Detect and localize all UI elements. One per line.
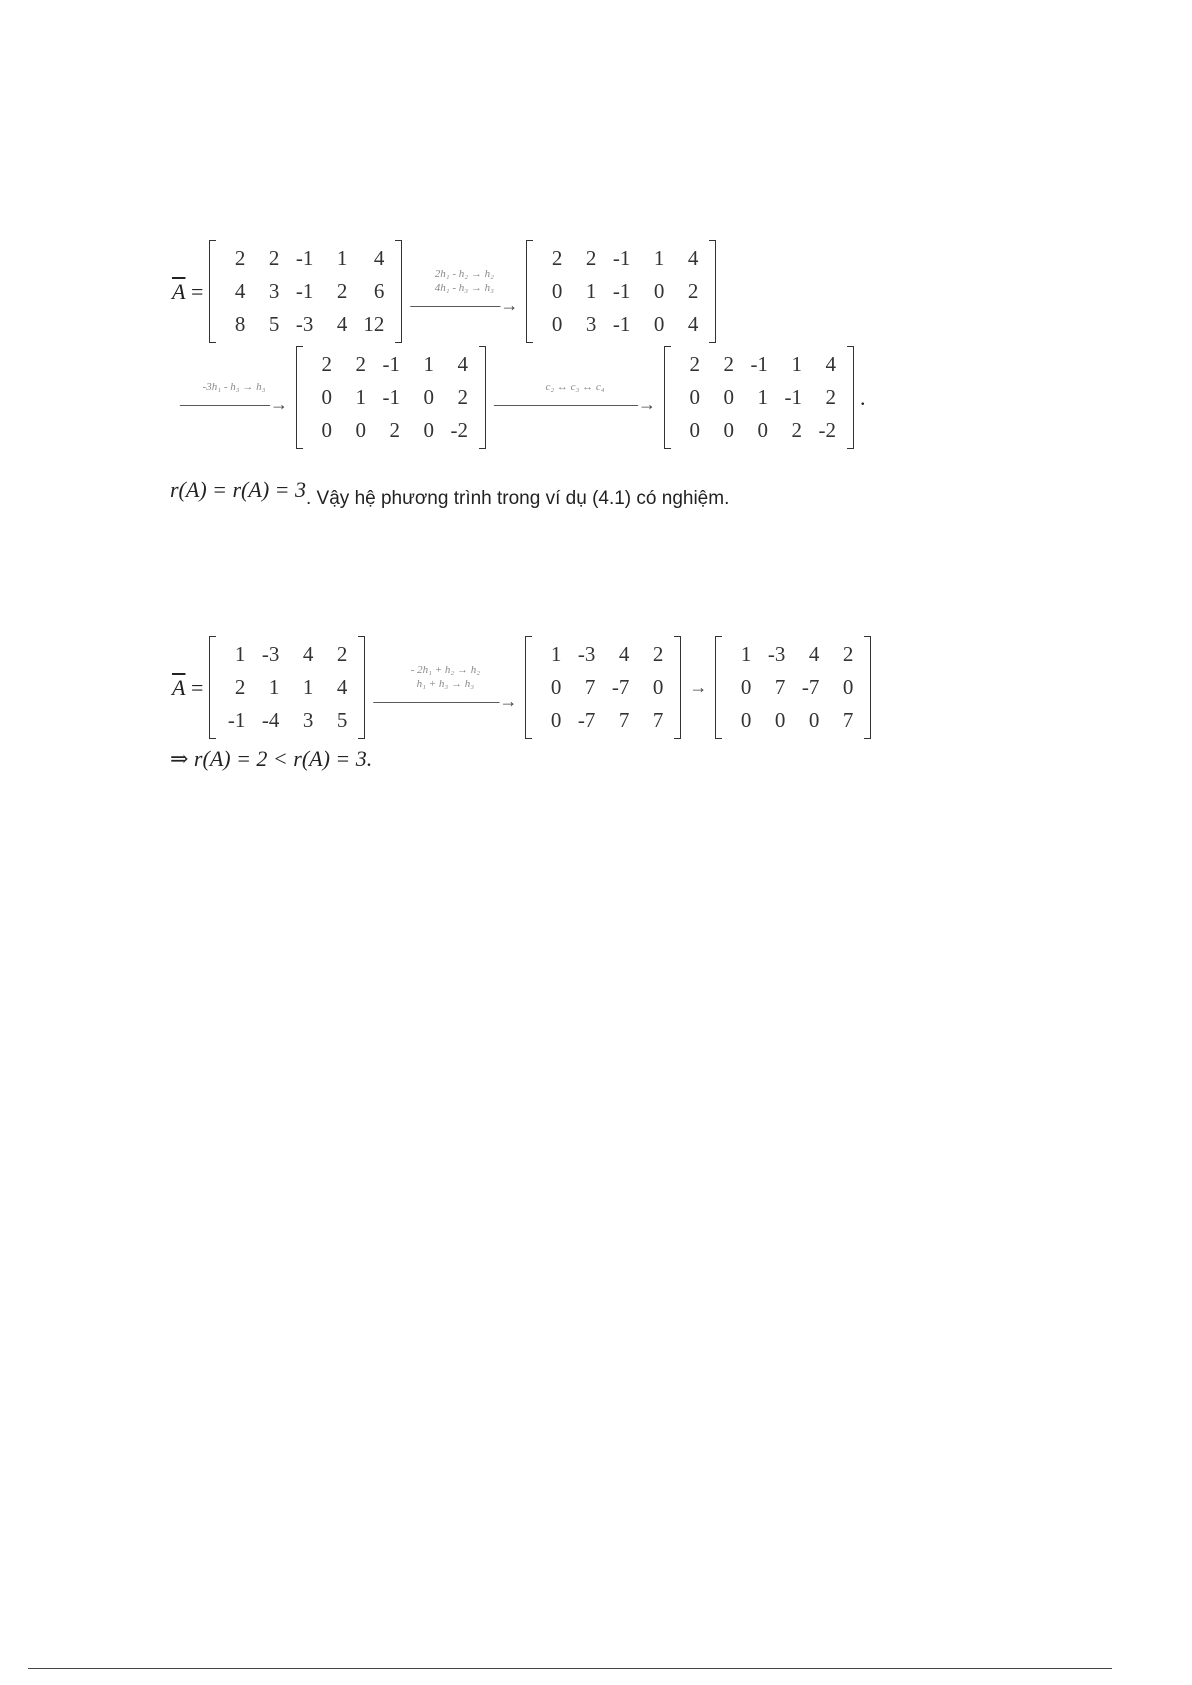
matrix-cell: -1 [612, 246, 631, 270]
matrix-cell: -1 [612, 279, 631, 303]
col-op-arrow-e1 [494, 380, 656, 415]
example2-line1 [172, 636, 871, 739]
row-op-arrow-e1-2 [180, 380, 288, 415]
row-op-label: 4h₁ - h₃ → h₃ [434, 282, 494, 294]
matrix-e2-3 [715, 636, 871, 739]
matrix-cell: 2 [585, 246, 597, 270]
matrix-cell: -1 [227, 708, 246, 732]
matrix-cell: 1 [423, 352, 434, 376]
matrix-cell: 2 [234, 675, 246, 699]
matrix-cell: 4 [808, 642, 820, 666]
matrix-cell: 0 [550, 708, 562, 732]
matrix-cell: 0 [808, 708, 820, 732]
matrix-cell: 2 [336, 642, 348, 666]
matrix-cell: 4 [687, 246, 699, 270]
matrix-cell: 4 [457, 352, 468, 376]
matrix-cell: 4 [302, 642, 314, 666]
period: . [860, 384, 866, 410]
footer-rule [28, 1668, 1112, 1669]
matrix-cell: -3 [261, 642, 280, 666]
row-op-label: 2h₁ - h₂ → h₂ [434, 268, 494, 280]
matrix-cell: -1 [612, 312, 631, 336]
matrix-cell: 0 [689, 385, 700, 409]
augmented-matrix-label: $\overline{A}$ = [172, 278, 204, 304]
matrix-cell: 0 [774, 708, 786, 732]
matrix-e1-2 [526, 240, 716, 343]
matrix-cell: 1 [791, 352, 802, 376]
matrix-e1-3 [296, 346, 486, 449]
matrix-cell: 2 [551, 246, 563, 270]
matrix-cell: 0 [689, 418, 700, 442]
matrix-cell: 0 [355, 418, 366, 442]
matrix-cell: 0 [321, 418, 332, 442]
matrix-cell: 0 [321, 385, 332, 409]
matrix-cell: 4 [687, 312, 699, 336]
matrix-cell: 7 [584, 675, 596, 699]
example1-conclusion [170, 470, 729, 510]
matrix-cell: 4 [234, 279, 246, 303]
arrow-icon: ————————→ [494, 394, 656, 414]
matrix-cell: 2 [457, 385, 468, 409]
arrow-icon: —————→ [180, 394, 288, 414]
matrix-cell: -3 [767, 642, 786, 666]
row-op-label: -3h₁ - h₃ → h₃ [202, 381, 266, 393]
matrix-cell: 3 [268, 279, 280, 303]
matrix-cell: 7 [774, 675, 786, 699]
arrow-icon: ———————→ [373, 691, 518, 711]
col-op-label: c₂ ↔ c₃ ↔ c₄ [545, 381, 605, 393]
matrix-cell: -1 [382, 352, 400, 376]
rank-formula: r(A) = r(A) = 3 [170, 477, 306, 502]
augmented-matrix-label: $\overline{A}$ = [172, 674, 204, 700]
matrix-cell: -4 [261, 708, 280, 732]
matrix-cell: 2 [842, 642, 854, 666]
matrix-cell: 1 [302, 675, 314, 699]
matrix-cell: 4 [336, 675, 348, 699]
matrix-cell: 1 [550, 642, 562, 666]
matrix-cell: 7 [652, 708, 664, 732]
matrix-cell: 0 [757, 418, 768, 442]
matrix-cell: -1 [295, 246, 314, 270]
matrix-cell: 1 [757, 385, 768, 409]
matrix-cell: 0 [740, 708, 752, 732]
matrix-cell: 4 [373, 246, 385, 270]
arrow-e2-2 [689, 677, 707, 698]
row-op-label: h₁ + h₃ → h₃ [416, 678, 475, 690]
matrix-cell: 2 [336, 279, 348, 303]
matrix-cell: 0 [550, 675, 562, 699]
conclusion-text: . Vậy hệ phương trình trong ví dụ (4.1) có nghiệm. [306, 488, 730, 509]
matrix-cell: 0 [740, 675, 752, 699]
matrix-cell: -2 [450, 418, 468, 442]
matrix-cell: 2 [389, 418, 400, 442]
matrix-cell: 2 [355, 352, 366, 376]
matrix-e1-4 [664, 346, 854, 449]
row-op-arrow-e1-1 [410, 267, 518, 316]
matrix-cell: 1 [336, 246, 348, 270]
matrix-cell: 2 [321, 352, 332, 376]
matrix-cell: 2 [825, 385, 836, 409]
matrix-cell: 2 [268, 246, 280, 270]
matrix-cell: 1 [355, 385, 366, 409]
matrix-cell: 2 [687, 279, 699, 303]
matrix-cell: -3 [295, 312, 314, 336]
matrix-cell: 0 [551, 279, 563, 303]
matrix-cell: 0 [423, 418, 434, 442]
matrix-cell: -1 [382, 385, 400, 409]
rank-comparison: ⇒ r(A) = 2 < r(A) = 3. [170, 746, 373, 771]
matrix-cell: 2 [791, 418, 802, 442]
matrix-cell: 4 [336, 312, 348, 336]
matrix-cell: 2 [689, 352, 700, 376]
matrix-cell: 0 [723, 385, 734, 409]
matrix-cell: 0 [652, 675, 664, 699]
matrix-cell: 1 [268, 675, 280, 699]
row-op-label: - 2h₁ + h₂ → h₂ [410, 664, 481, 676]
matrix-cell: 1 [585, 279, 597, 303]
matrix-cell: 5 [336, 708, 348, 732]
matrix-cell: -1 [750, 352, 768, 376]
matrix-cell: -7 [801, 675, 820, 699]
matrix-e1-1 [209, 240, 402, 343]
matrix-cell: -2 [818, 418, 836, 442]
matrix-cell: 0 [653, 279, 665, 303]
matrix-cell: 1 [653, 246, 665, 270]
matrix-cell: 3 [302, 708, 314, 732]
matrix-cell: -7 [611, 675, 630, 699]
matrix-cell: 3 [585, 312, 597, 336]
arrow-icon: —————→ [410, 295, 519, 315]
matrix-cell: -7 [577, 708, 596, 732]
matrix-cell: 0 [653, 312, 665, 336]
matrix-cell: 5 [268, 312, 280, 336]
matrix-e2-1 [209, 636, 365, 739]
matrix-cell: 2 [234, 246, 246, 270]
arrow-icon: → [689, 677, 708, 697]
matrix-cell: 12 [363, 312, 385, 336]
matrix-cell: 7 [842, 708, 854, 732]
matrix-cell: -3 [577, 642, 596, 666]
matrix-cell: 0 [842, 675, 854, 699]
matrix-e2-2 [525, 636, 681, 739]
matrix-cell: 4 [825, 352, 836, 376]
matrix-cell: 0 [423, 385, 434, 409]
matrix-cell: -1 [295, 279, 314, 303]
example1-line2 [172, 346, 866, 449]
matrix-cell: 7 [618, 708, 630, 732]
matrix-cell: 2 [652, 642, 664, 666]
example1-line1 [172, 240, 716, 343]
matrix-cell: 1 [740, 642, 752, 666]
matrix-cell: 1 [234, 642, 246, 666]
row-op-arrow-e2-1 [373, 663, 517, 712]
matrix-cell: 6 [373, 279, 385, 303]
matrix-cell: 0 [551, 312, 563, 336]
matrix-cell: 0 [723, 418, 734, 442]
matrix-cell: 8 [234, 312, 246, 336]
matrix-cell: -1 [784, 385, 802, 409]
matrix-cell: 2 [723, 352, 734, 376]
matrix-cell: 4 [618, 642, 630, 666]
example2-rank [170, 746, 372, 772]
